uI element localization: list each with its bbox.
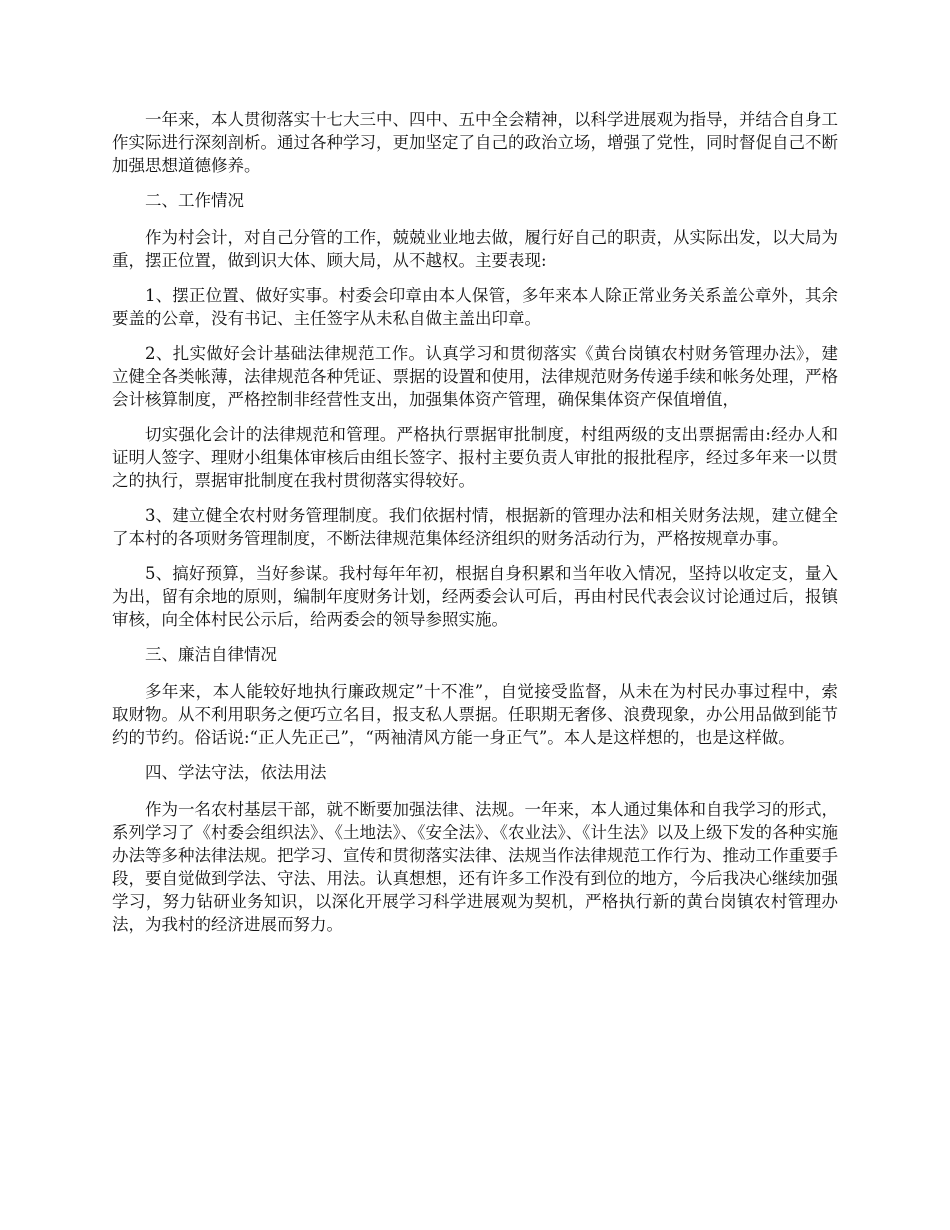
- paragraph-item-2: 2、扎实做好会计基础法律规范工作。认真学习和贯彻落实《黄台岗镇农村财务管理办法》，建立健全各类帐薄，法律规范各种凭证、票据的设置和使用，法律规范财务传递手续和帐务处理，严格会计核算制度，严格控制非经营性支出，加强集体资产管理，确保集体资产保值增值，: [112, 344, 838, 409]
- section-heading-work: 二、工作情况: [145, 191, 244, 210]
- paragraph-intro: 一年来，本人贯彻落实十七大三中、四中、五中全会精神，以科学进展观为指导，并结合自身工作实际进行深刻剖析。通过各种学习，更加坚定了自己的政治立场，增强了党性，同时督促自己不断加强思想道德修养。: [112, 110, 838, 175]
- paragraph-law: 作为一名农村基层干部，就不断要加强法律、法规。一年来，本人通过集体和自我学习的形式，系列学习了《村委会组织法》、《土地法》、《安全法》、《农业法》、《计生法》以及上级下发的各种实施办法等多种法律法规。把学习、宣传和贯彻落实法律、法规当作法律规范工作行为、推动工作重要手段，要自觉做到学法、守法、用法。认真想想，还有许多工作没有到位的地方，今后我决心继续加强学习，努力钻研业务知识，以深化开展学习科学进展观为契机，严格执行新的黄台岗镇农村管理办法，为我村的经济进展而努力。: [112, 800, 838, 934]
- section-heading-law: 四、学法守法，依法用法: [145, 763, 327, 782]
- paragraph-accounting-management: 切实强化会计的法律规范和管理。严格执行票据审批制度，村组两级的支出票据需由:经办人和证明人签字、理财小组集体审核后由组长签字、报村主要负责人审批的报批程序，经过多年来一以贯之的执行，票据审批制度在我村贯彻落实得较好。: [112, 425, 838, 490]
- section-heading-integrity: 三、廉洁自律情况: [145, 645, 277, 664]
- paragraph-integrity: 多年来，本人能较好地执行廉政规定”十不准”，自觉接受监督，从未在为村民办事过程中，索取财物。从不利用职务之便巧立名目，报支私人票据。任职期无奢侈、浪费现象，办公用品做到能节约的节约。俗话说:“正人先正己”，“两袖清风方能一身正气”。本人是这样想的，也是这样做。: [112, 682, 838, 747]
- document-body: [112, 108, 838, 948]
- paragraph-item-5: 5、搞好预算，当好参谋。我村每年年初，根据自身积累和当年收入情况，坚持以收定支，量入为出，留有余地的原则，编制年度财务计划，经两委会认可后，再由村民代表会议讨论通过后，报镇审核，向全体村民公示后，给两委会的领导参照实施。: [112, 564, 838, 629]
- paragraph-item-1: 1、摆正位置、做好实事。村委会印章由本人保管，多年来本人除正常业务关系盖公章外，其余要盖的公章，没有书记、主任签字从未私自做主盖出印章。: [112, 286, 838, 328]
- paragraph-item-3: 3、建立健全农村财务管理制度。我们依据村情，根据新的管理办法和相关财务法规，建立健全了本村的各项财务管理制度，不断法律规范集体经济组织的财务活动行为，严格按规章办事。: [112, 506, 838, 548]
- paragraph-work-overview: 作为村会计，对自己分管的工作，兢兢业业地去做，履行好自己的职责，从实际出发，以大局为重，摆正位置，做到识大体、顾大局，从不越权。主要表现:: [112, 228, 838, 270]
